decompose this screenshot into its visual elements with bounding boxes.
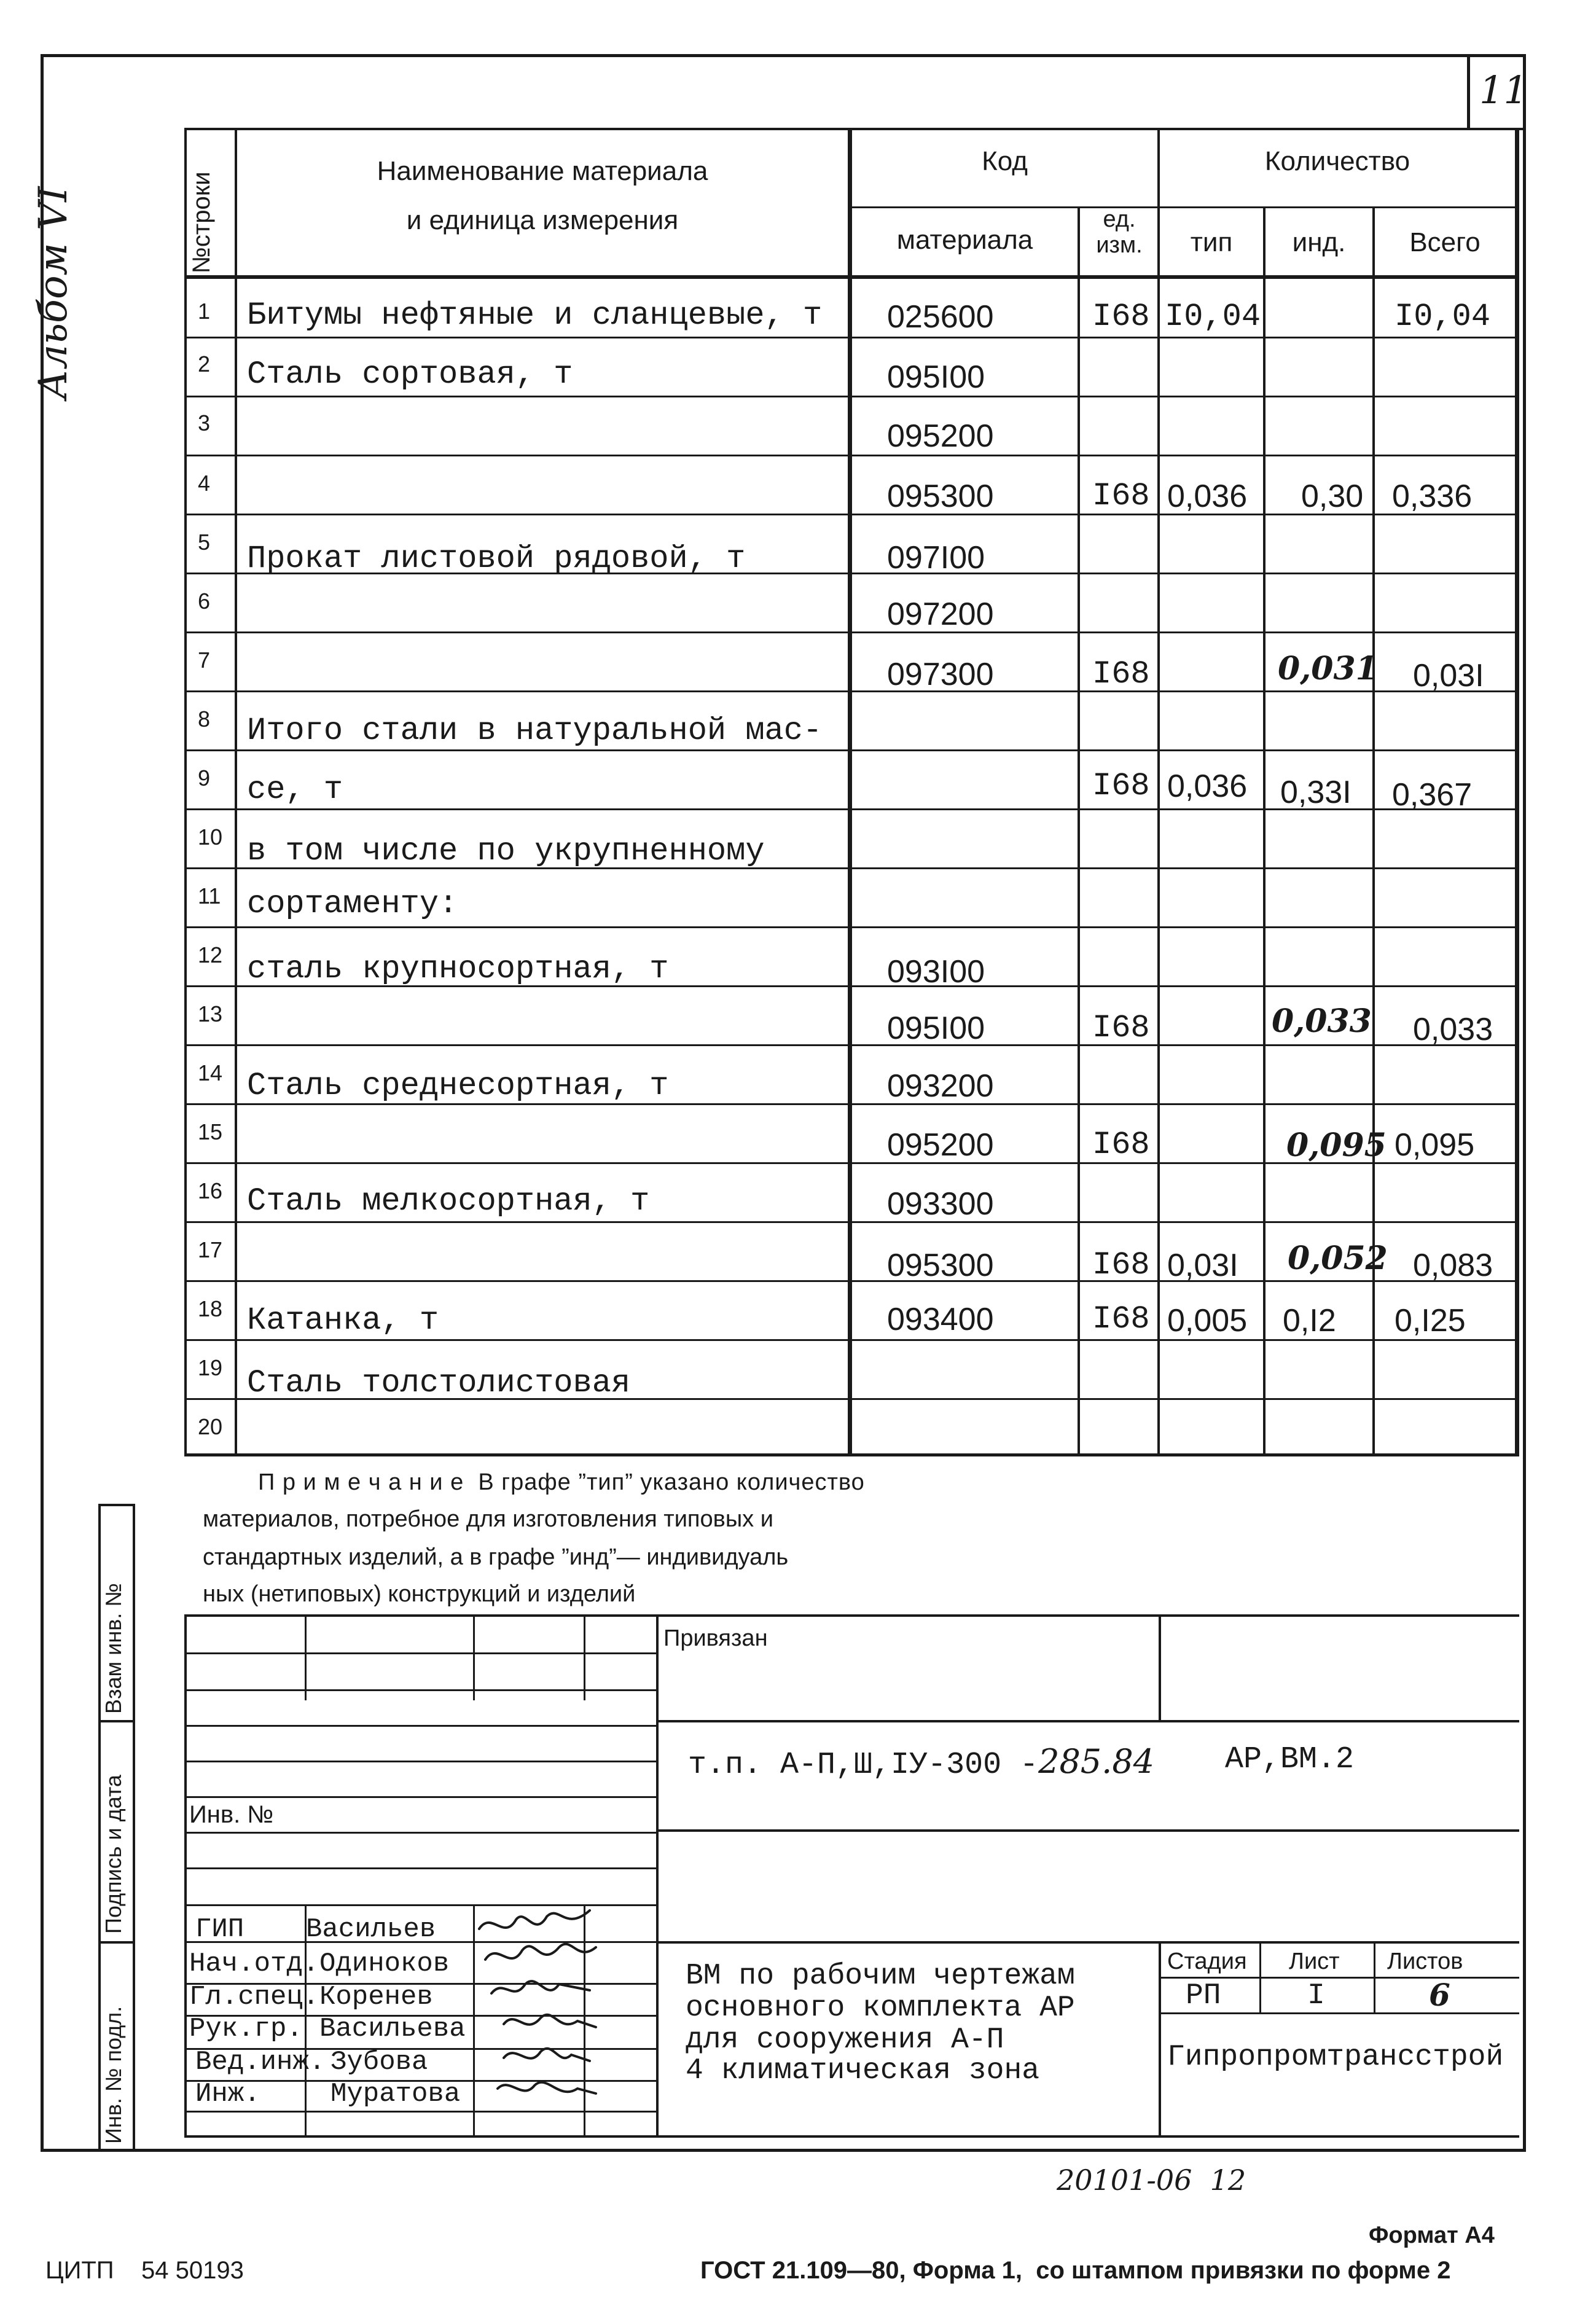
material-name: Сталь толстолистовая bbox=[247, 1365, 631, 1401]
signer-name: Васильева bbox=[319, 2014, 466, 2044]
signer-role: Вед.инж. bbox=[195, 2047, 326, 2078]
material-name: Сталь сортовая, т bbox=[247, 356, 573, 393]
note-line: стандартных изделий, а в графе ”инд”— индивидуаль bbox=[203, 1544, 789, 1570]
row-number: 12 bbox=[198, 942, 223, 968]
row-number: 4 bbox=[198, 471, 211, 496]
material-code: 097200 bbox=[887, 596, 994, 632]
qty-total: 0,083 bbox=[1413, 1248, 1493, 1283]
row-number: 11 bbox=[198, 883, 221, 909]
qty-total: I0,04 bbox=[1395, 299, 1491, 335]
sheets-value: 6 bbox=[1429, 1977, 1450, 2013]
row-number: 18 bbox=[198, 1296, 223, 1321]
header-code-material: материала bbox=[896, 225, 1033, 255]
unit-code: I68 bbox=[1092, 478, 1150, 514]
signer-name: Муратова bbox=[331, 2079, 461, 2109]
row-number: 2 bbox=[198, 351, 211, 377]
row-number: 14 bbox=[198, 1060, 223, 1085]
material-name: се, т bbox=[247, 772, 343, 808]
organization: Гипропромтрансстрой bbox=[1167, 2041, 1504, 2074]
material-code: 093I00 bbox=[887, 954, 985, 990]
row-number: 9 bbox=[198, 765, 211, 791]
frame-top bbox=[41, 54, 1526, 57]
row-number: 19 bbox=[198, 1355, 223, 1380]
sheets-label: Листов bbox=[1387, 1949, 1463, 1974]
sheet-value: I bbox=[1307, 1979, 1325, 2012]
row-number: 6 bbox=[198, 588, 211, 614]
designation: т.п. А-П,Ш,IУ-300 -285.84 bbox=[688, 1742, 1155, 1783]
material-code: 093300 bbox=[887, 1186, 994, 1222]
qty-ind: 0,033 bbox=[1272, 1003, 1372, 1040]
material-name: Итого стали в натуральной мас- bbox=[247, 713, 823, 749]
signer-name: Коренев bbox=[319, 1982, 433, 2012]
signer-name: Васильев bbox=[306, 1914, 436, 1945]
format-label: Формат А4 bbox=[1369, 2222, 1495, 2248]
qty-type: 0,03I bbox=[1167, 1248, 1238, 1283]
row-number: 3 bbox=[198, 410, 211, 436]
stamp-title-line: 4 климатическая зона bbox=[686, 2054, 1040, 2087]
material-code: 025600 bbox=[887, 299, 994, 335]
material-code: 095300 bbox=[887, 479, 994, 514]
header-total: Всего bbox=[1409, 227, 1481, 257]
note-line: П р и м е ч а н и е В графе ”тип” указано количество bbox=[258, 1469, 865, 1495]
material-code: 095200 bbox=[887, 1127, 994, 1163]
signer-role: Нач.отд. bbox=[189, 1949, 319, 1979]
side-label-vzam: Взам инв. № bbox=[101, 1582, 126, 1714]
unit-code: I68 bbox=[1092, 1127, 1150, 1163]
album-label: Альбом VI bbox=[31, 186, 76, 399]
qty-ind: 0,052 bbox=[1288, 1240, 1388, 1277]
header-material-unit: и единица измерения bbox=[406, 205, 679, 235]
signer-role: Инж. bbox=[195, 2079, 260, 2109]
material-name: сталь крупносортная, т bbox=[247, 951, 669, 987]
footer-left: ЦИТП 54 50193 bbox=[45, 2257, 244, 2284]
signer-role: Гл.спец. bbox=[189, 1982, 319, 2012]
material-code: 093200 bbox=[887, 1068, 994, 1104]
privyazan-label: Привязан bbox=[663, 1625, 768, 1651]
qty-total: 0,03I bbox=[1413, 658, 1484, 694]
qty-total: 0,095 bbox=[1395, 1127, 1475, 1163]
qty-type: 0,005 bbox=[1167, 1303, 1248, 1339]
material-code: 093400 bbox=[887, 1302, 994, 1337]
qty-ind: 0,33I bbox=[1280, 775, 1352, 810]
header-code: Код bbox=[982, 146, 1028, 176]
side-label-inv-podl: Инв. № подл. bbox=[101, 2006, 126, 2144]
unit-code: I68 bbox=[1092, 656, 1150, 692]
stage-value: РП bbox=[1186, 1979, 1221, 2012]
qty-total: 0,336 bbox=[1392, 479, 1473, 514]
qty-type: 0,036 bbox=[1167, 479, 1248, 514]
handwritten-number: 20101-06 12 bbox=[1057, 2164, 1246, 2197]
signer-name: Одиноков bbox=[319, 1949, 450, 1979]
stamp-title-line: ВМ по рабочим чертежам bbox=[686, 1960, 1075, 1993]
signatures-graphic bbox=[467, 1904, 663, 2144]
inv-no-label: Инв. № bbox=[189, 1801, 274, 1828]
row-number: 13 bbox=[198, 1001, 223, 1026]
footer-right: ГОСТ 21.109—80, Форма 1, со штампом привязки по форме 2 bbox=[700, 2257, 1451, 2284]
qty-ind: 0,095 bbox=[1286, 1127, 1387, 1164]
qty-type: I0,04 bbox=[1165, 299, 1261, 335]
stamp-title-line: для сооружения А-П bbox=[686, 2023, 1004, 2057]
header-unit: ед. изм. bbox=[1096, 206, 1143, 258]
header-material-name: Наименование материала bbox=[377, 156, 708, 186]
row-number: 7 bbox=[198, 647, 211, 673]
material-name: сортаменту: bbox=[247, 886, 458, 922]
qty-total: 0,367 bbox=[1392, 777, 1473, 813]
stamp-title-line: основного комплекта АР bbox=[686, 1992, 1075, 2025]
signer-role: Рук.гр. bbox=[189, 2014, 303, 2044]
material-name: Катанка, т bbox=[247, 1302, 439, 1339]
header-quantity: Количество bbox=[1264, 146, 1410, 176]
material-code: 095I00 bbox=[887, 359, 985, 395]
frame-bottom bbox=[41, 2149, 1526, 2152]
sheet-label: Лист bbox=[1289, 1949, 1340, 1974]
material-name: Битумы нефтяные и сланцевые, т bbox=[247, 297, 823, 334]
qty-ind: 0,031 bbox=[1278, 650, 1378, 687]
material-name: Сталь мелкосортная, т bbox=[247, 1183, 650, 1219]
unit-code: I68 bbox=[1092, 1247, 1150, 1283]
qty-ind: 0,30 bbox=[1301, 479, 1364, 514]
qty-ind: 0,I2 bbox=[1283, 1303, 1336, 1339]
unit-code: I68 bbox=[1092, 1301, 1150, 1337]
qty-type: 0,036 bbox=[1167, 768, 1248, 804]
material-name: Прокат листовой рядовой, т bbox=[247, 541, 746, 577]
signer-role: ГИП bbox=[195, 1914, 244, 1945]
material-code: 095I00 bbox=[887, 1011, 985, 1046]
row-number: 17 bbox=[198, 1237, 223, 1262]
material-code: 095300 bbox=[887, 1248, 994, 1283]
row-number: 1 bbox=[198, 299, 211, 324]
row-number: 20 bbox=[198, 1414, 223, 1439]
designation-suffix: АР,ВМ.2 bbox=[1225, 1742, 1355, 1777]
material-code: 097I00 bbox=[887, 540, 985, 576]
material-name: в том числе по укрупненному bbox=[247, 833, 765, 869]
note-line: материалов, потребное для изготовления типовых и bbox=[203, 1506, 773, 1532]
qty-total: 0,033 bbox=[1413, 1012, 1493, 1047]
header-type: тип bbox=[1190, 227, 1233, 257]
unit-code: I68 bbox=[1092, 768, 1150, 804]
row-number: 15 bbox=[198, 1119, 223, 1144]
material-code: 095200 bbox=[887, 418, 994, 454]
row-number: 10 bbox=[198, 824, 223, 850]
qty-total: 0,I25 bbox=[1395, 1303, 1466, 1339]
frame-right bbox=[1523, 54, 1526, 2152]
row-number: 5 bbox=[198, 530, 211, 555]
side-label-podpis: Подпись и дата bbox=[101, 1775, 126, 1934]
header-row-no: №строки bbox=[188, 171, 215, 273]
material-name: Сталь среднесортная, т bbox=[247, 1068, 669, 1104]
header-ind: инд. bbox=[1292, 227, 1346, 257]
signer-name: Зубова bbox=[331, 2047, 428, 2078]
page-number: 11 bbox=[1479, 68, 1528, 112]
row-number: 8 bbox=[198, 706, 211, 732]
unit-code: I68 bbox=[1092, 1010, 1150, 1046]
row-number: 16 bbox=[198, 1178, 223, 1203]
material-code: 097300 bbox=[887, 657, 994, 692]
unit-code: I68 bbox=[1092, 299, 1150, 335]
note-line: ных (нетиповых) конструкций и изделий bbox=[203, 1581, 636, 1607]
stage-label: Стадия bbox=[1167, 1949, 1247, 1974]
